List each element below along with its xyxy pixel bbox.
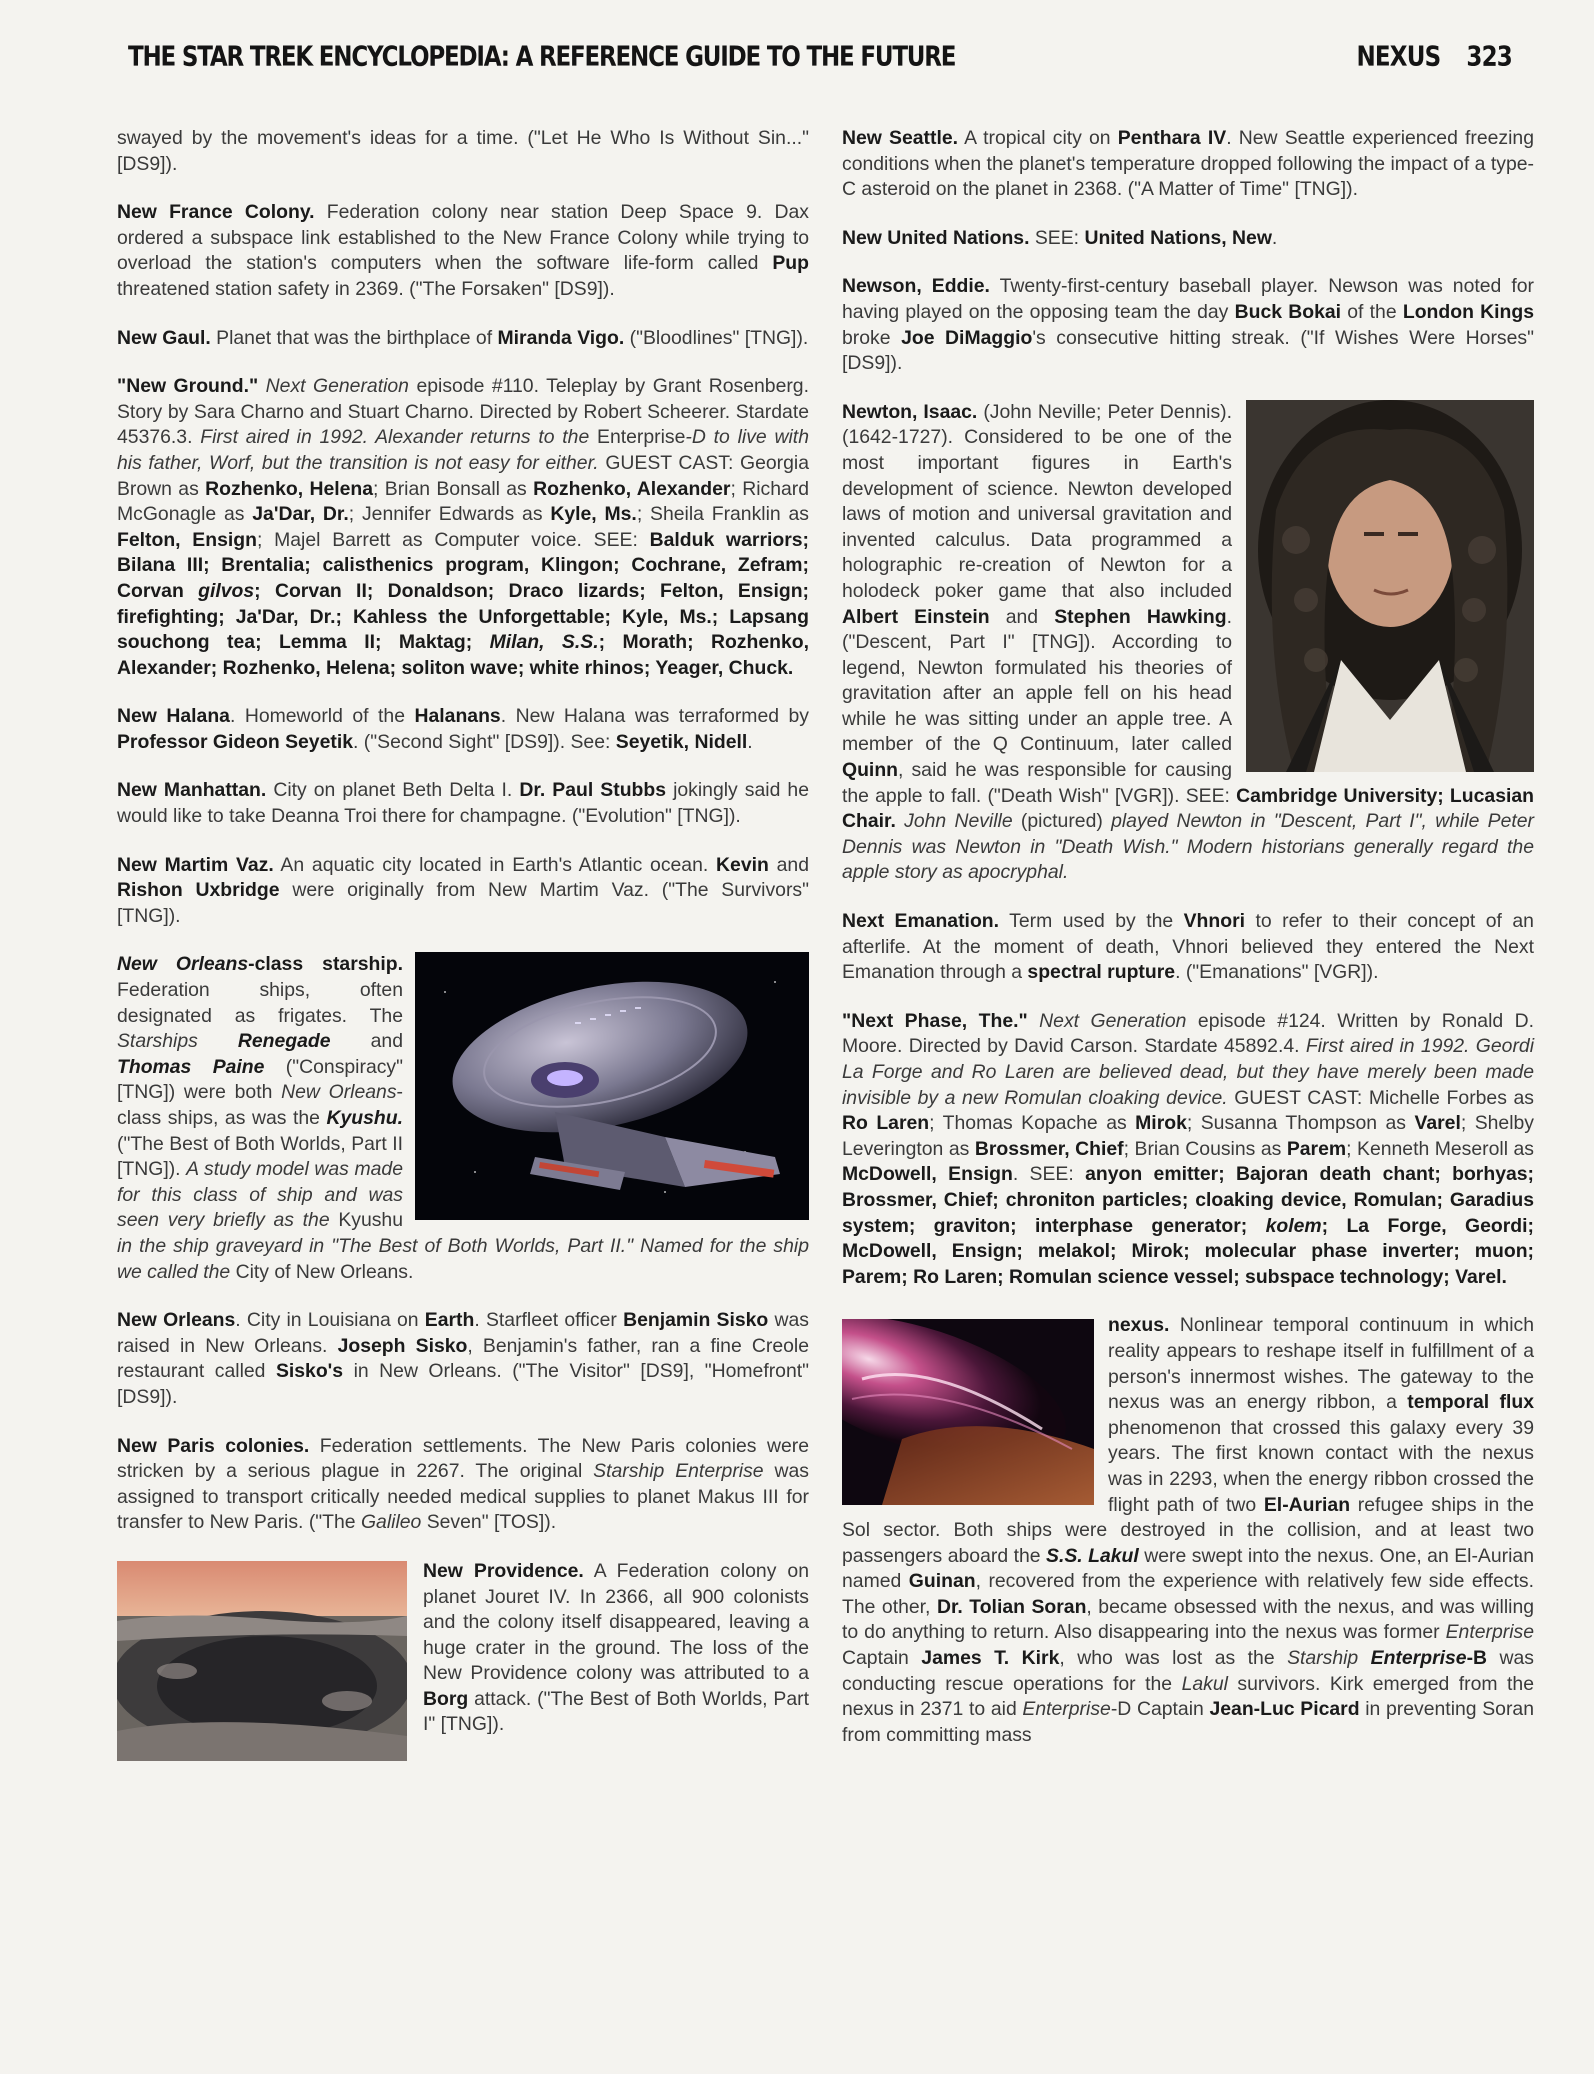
entry-text: ; Richard McGonagle as [117,477,810,526]
headword: New Halana [117,705,230,728]
entry-text: survivors. Kirk emerged from the nexus in 2371 to aid [842,1672,1534,1721]
cross-ref: Pup [772,252,809,275]
entry-text: , who was lost as the [1059,1647,1288,1670]
entry-text: broke [842,326,902,349]
entry-text: to refer to their concept of an afterlife. At the moment of death, Vhnori believed they entered the Next Emanation through a [842,910,1534,984]
headword: Newson, Eddie. [842,275,990,298]
right-column [842,126,1534,1771]
cross-ref: -B [1466,1647,1488,1670]
cross-ref: Quinn [842,759,899,782]
entry-text: . ("Descent, Part I" [TNG]). According to legend, Newton formulated his theories of gravitation after an apple fell on his head while he was sitting under an apple tree. A member of the Q Continuum, later called [842,605,1232,756]
synopsis: -D to live with his father, Worf, but the transition is not easy for either. [117,426,809,474]
crater-image [117,1561,407,1761]
cross-ref: Dr. Paul Stubbs [519,779,667,802]
entry-text: . ("Second Sight" [DS9]). See: [353,730,616,753]
entry-text: was raised in New Orleans. [117,1309,809,1357]
cross-ref: Mirok [1135,1112,1187,1135]
ship-name: Kyushu [338,1209,403,1232]
entry-text: . New Halana was terraformed by [500,705,809,728]
entry-new-halana [117,704,809,755]
headword: Newton, Isaac. [842,400,978,423]
headword: Next Emanation. [842,910,1000,933]
entry-new-orleans [117,1308,809,1410]
entry-text: Seven" [TOS]). [421,1511,557,1534]
headword: New Seattle. [842,127,958,149]
entry-text: (John Neville; Peter Dennis). (1642-1727). Considered to be one of the most important figures in Earth's development of science. Newton developed laws of motion and universal gravitation and invented calculus. Data programmed a holographic re-creation of Newton for a holodeck poker game that also included [842,400,1232,602]
entry-new-providence [117,1559,809,1738]
cross-ref: Ja'Dar, Dr. [252,503,349,526]
cross-ref: Jean-Luc Picard [1209,1698,1360,1721]
synopsis: First aired in 1992. Alexander returns to the [200,426,598,449]
cross-ref: Kyle, Ms. [550,503,637,526]
cross-ref: Miranda Vigo. [497,326,625,349]
entry-text: were originally from New Martim Vaz. ("The Survivors" [TNG]). [117,879,809,927]
cross-ref: temporal flux [1407,1391,1534,1414]
cross-ref: United Nations, New [1084,226,1272,249]
header-right [1330,42,1512,73]
headword: New France Colony. [117,201,315,224]
entry-newton-isaac [842,400,1534,886]
entry-text: . Starfleet officer [474,1309,624,1332]
cross-ref: Rozhenko, Alexander [533,477,731,500]
headword: New Orleans [117,1309,236,1332]
see-list: ; Morath; Rozhenko, Alexander; Rozhenko, Helena; soliton wave; white rhinos; Yeager, Chuck. [117,631,809,679]
entry-text: ; Jennifer Edwards as [348,503,551,526]
entry-text: A Federation colony on planet Jouret IV. In 2366, all 900 colonists and the colony itself disappeared, leaving a huge crater in the ground. The loss of the New Providence colony was attributed to a [423,1559,809,1685]
cross-ref: Seyetik, Nidell [615,730,748,753]
entry-new-united-nations [842,226,1534,252]
entry-text: . SEE: [1012,1163,1086,1186]
cross-ref: Albert Einstein [842,605,990,628]
entry-text: ("Bloodlines" [TNG]). [624,326,809,349]
note: played Newton in "Descent, Part I", while Peter Dennis was Newton in "Death Wish." Modern historians generally regard the apple story as apocryphal. [842,810,1534,884]
cross-ref: Stephen Hawking [1054,605,1227,628]
entry-text: , recovered from the experience with relatively few side effects. The other, [842,1570,1534,1618]
entry-text: . [747,730,753,753]
left-column [117,126,809,1765]
entry-text: . New Seattle experienced freezing conditions when the planet's temperature dropped following the impact of a type-C asteroid on the planet in 2368. ("A Matter of Time" [TNG]). [842,127,1534,201]
headword: "Next Phase, The." [842,1009,1028,1032]
cross-ref: S.S. Lakul [1046,1544,1139,1567]
entry-text: were swept into the nexus. One, an El-Aurian named [842,1544,1534,1593]
cross-ref: Vhnori [1183,910,1246,933]
entry-text: A tropical city on [958,127,1118,149]
episode-word: Galileo [360,1511,422,1534]
entry-text: ; Brian Cousins as [1123,1137,1287,1160]
entry-text: -D Captain [1110,1698,1210,1721]
entry-text: GUEST CAST: Michelle Forbes as [1227,1086,1534,1109]
entry-text: ; Shelby Leverington as [842,1112,1534,1160]
cross-ref: Kevin [716,853,769,876]
headword: New Martim Vaz. [117,853,274,876]
entry-text: phenomenon that crossed this galaxy every 39 years. The first known contact with the nexus was in 2293, when the energy ribbon crossed the flight path of two [1108,1416,1534,1516]
cross-ref: Ro Laren [842,1112,930,1135]
entry-new-martim-vaz [117,853,809,930]
cross-ref: Brossmer, Chief [974,1137,1124,1160]
entry-text: jokingly said he would like to take Deanna Troi there for champagne. ("Evolution" [TNG]). [117,779,809,828]
ship-name: Starship [1287,1647,1371,1670]
note: John Neville [895,810,1021,833]
cross-ref: Rishon Uxbridge [117,879,280,902]
entry-newson-eddie [842,274,1534,376]
entry-text: episode #124. Written by Ronald D. Moore. Directed by David Carson. Stardate 45892.4. [842,1009,1535,1058]
series-title: Next Generation [258,375,409,398]
synopsis: First aired in 1992. Geordi La Forge and Ro Laren are believed dead, but they have merely been made invisible by a new Romulan cloaking device. [842,1035,1534,1109]
see-list: Milan, S.S. [489,631,599,654]
entry-text: . Homeworld of the [229,705,415,728]
entry-text: Federation colony near station Deep Space 9. Dax ordered a subspace link established to the New France Colony while trying to overload the station's computers when the software life-form called [117,201,809,275]
continued-text: swayed by the movement's ideas for a time. ("Let He Who Is Without Sin..." [DS9]). [117,127,809,175]
headword: New Manhattan. [117,779,267,802]
see-list: gilvos [198,579,255,602]
cross-ref: London Kings [1402,300,1534,323]
entry-text: ; Brian Bonsall as [373,477,534,500]
entry-text: New Orleans [281,1081,397,1104]
see-list: Cambridge University; Lucasian Chair. [842,784,1534,833]
headword: New Gaul. [117,326,211,349]
entry-text: refugee ships in the Sol sector. Both ships were destroyed in the collision, and at least two passengers aboard the [842,1493,1534,1567]
headword: New Orleans [117,953,249,976]
book-title: THE STAR TREK ENCYCLOPEDIA: A REFERENCE GUIDE TO THE FUTURE [128,42,956,73]
entry-new-gaul [117,326,809,352]
entry-text: Federation ships, often designated as frigates. The [117,979,403,1027]
note: (pictured) [1020,810,1103,833]
entry-text: . [1271,226,1278,249]
entry-text: ; Kenneth Meseroll as [1346,1137,1534,1160]
entry-text: of the [1341,300,1403,323]
entry-text: Captain [842,1647,922,1670]
entry-new-manhattan [117,778,809,829]
ship-name: Lakul [1181,1672,1228,1695]
see-list: ; Corvan II; Donaldson; Draco lizards; Felton, Ensign; firefighting; Ja'Dar, Dr.; Kahless the Unforgettable; Kyle, Ms.; Lapsang souchong tea; Lemma II; Maktag; [117,579,809,654]
cross-ref: Borg [423,1687,469,1710]
ship-name: Enterprise [597,426,686,449]
cross-ref: Buck Bokai [1234,300,1342,323]
entry-text: , Benjamin's father, ran a fine Creole restaurant called [117,1334,810,1383]
entry-text: Federation settlements. The New Paris colonies were stricken by a serious plague in 2267. The original [117,1434,809,1483]
section-title: NEXUS [1356,42,1441,73]
entry-text: was assigned to transport critically needed medical supplies to planet Makus III for transfer to New Paris. ("The [117,1460,809,1534]
entry-text: threatened station safety in 2369. ("The Forsaken" [DS9]). [117,277,615,300]
entry-text: Twenty-first-century baseball player. Newson was noted for having played on the opposing team the day [842,275,1534,323]
see-list: kolem [1265,1214,1322,1237]
entry-text: GUEST CAST: Georgia Brown as [117,451,809,500]
entry-text: SEE: [1029,226,1085,249]
headword: New United Nations. [842,226,1030,249]
entry-text: City on planet Beth Delta I. [266,779,520,802]
entry-text: , became obsessed with the nexus, and was willing to do anything to return. Also disappearing into the nexus was former [842,1595,1535,1644]
entry-text: Term used by the [999,910,1184,933]
entry-text: was conducting rescue operations for the [842,1647,1534,1695]
cross-ref: Parem [1286,1137,1347,1160]
entry-new-ground [117,374,809,681]
cross-ref: Joe DiMaggio [901,326,1033,349]
crater-photo [117,1561,407,1761]
entry-text: ("Conspiracy" [TNG]) were both [117,1055,404,1104]
cross-ref: Rozhenko, Helena [205,477,374,500]
entry-text: ("The Best of Both Worlds, Part II [TNG]). [117,1132,403,1181]
starship-photo [415,952,809,1220]
ship-name: Enterprise [1022,1698,1111,1721]
entry-text: . ("Emanations" [VGR]). [1175,961,1379,984]
cross-ref: Sisko's [275,1360,344,1383]
cross-ref: James T. Kirk [921,1647,1060,1670]
entry-text: in New Orleans. ("The Visitor" [DS9], "Homefront" [DS9]). [117,1360,809,1408]
note: A study model was made for this class of ship and was seen very briefly as the [117,1158,403,1232]
entry-text: -class ships, as was the [117,1081,404,1129]
cross-ref: Kyushu. [326,1107,403,1129]
entry-text: ; Sheila Franklin as [636,503,809,526]
cross-ref: Varel [1414,1112,1461,1135]
cross-ref: Enterprise [1370,1647,1467,1670]
headword: New Providence. [423,1559,584,1582]
cross-ref: Penthara IV [1117,127,1227,149]
entry-continued [117,126,809,177]
see-list: Balduk warriors; Bilana III; Brentalia; calisthenics program, Klingon; Cochrane, Zefram; Corvan [117,528,810,602]
entry-text: ; Majel Barrett as Computer voice. SEE: [256,528,650,551]
cross-ref: McDowell, Ensign [842,1163,1013,1186]
entry-text: City of New Orleans. [235,1260,414,1283]
entry-text: and [768,853,809,876]
entry-text: ; Thomas Kopache as [929,1112,1136,1135]
entry-new-france-colony [117,200,809,302]
nexus-ribbon-image [842,1319,1094,1505]
entry-text: attack. ("The Best of Both Worlds, Part I" [TNG]). [423,1687,809,1736]
entry-text: Planet that was the birthplace of [210,326,498,349]
entry-new-orleans-class [117,952,809,1285]
starship-image [415,952,809,1220]
cross-ref: Guinan [908,1570,976,1593]
ship-name: Starship Enterprise [593,1460,764,1483]
cross-ref: Halanans [414,705,501,728]
entry-text: 's consecutive hitting streak. ("If Wishes Were Horses" [DS9]). [842,326,1534,375]
headword: New Paris colonies. [117,1434,310,1457]
newton-portrait-image [1246,400,1534,772]
cross-ref: spectral rupture [1027,961,1176,984]
cross-ref: Dr. Tolian Soran [936,1595,1087,1618]
entry-text: in preventing Soran from committing mass [842,1698,1534,1746]
see-list: ; La Forge, Geordi; McDowell, Ensign; melakol; Mirok; molecular phase inverter; muon; Parem; Ro Laren; Romulan science vessel; subspace technology; Varel. [842,1214,1534,1288]
nexus-photo [842,1319,1094,1505]
entry-text: Starships [117,1030,238,1053]
cross-ref: Joseph Sisko [337,1334,468,1357]
cross-ref: Earth [424,1309,475,1332]
headword: -class starship. [248,953,403,976]
entry-text: Nonlinear temporal continuum in which reality appears to reshape itself in fulfillment of a person's innermost wishes. The gateway to the nexus was an energy ribbon, a [1108,1314,1534,1414]
headword: "New Ground." [117,375,259,398]
cross-ref: Renegade [237,1030,331,1053]
entry-new-seattle [842,126,1534,203]
entry-text: episode #110. Teleplay by Grant Rosenberg. Story by Sara Charno and Stuart Charno. Directed by Robert Scheerer. Stardate 45376.3. [117,375,809,449]
entry-text: and [330,1030,403,1053]
cross-ref: Professor Gideon Seyetik [117,730,354,753]
entry-text: and [989,605,1055,628]
page-number: 323 [1466,42,1512,73]
newton-portrait [1246,400,1534,772]
entry-nexus [842,1313,1534,1748]
cross-ref: Benjamin Sisko [623,1309,769,1332]
entry-text: , said he was responsible for causing the apple to fall. ("Death Wish" [VGR]). SEE: [842,759,1237,807]
see-list: anyon emitter; Bajoran death chant; borhyas; Brossmer, Chief; chroniton particles; cloaking device, Romulan; Garadius system; graviton; interphase generator; [842,1163,1535,1237]
cross-ref: El-Aurian [1263,1493,1351,1516]
cross-ref: Felton, Ensign [117,528,257,551]
entry-text: . City in Louisiana on [235,1309,425,1332]
entry-text: An aquatic city located in Earth's Atlantic ocean. [273,853,717,876]
headword: nexus. [1108,1314,1170,1337]
ship-name: Enterprise [1445,1621,1534,1644]
series-title: Next Generation [1027,1009,1187,1032]
running-header [128,38,1512,78]
entry-new-paris-colonies [117,1434,809,1536]
entry-next-phase [842,1009,1534,1291]
cross-ref: Thomas Paine [117,1055,265,1078]
note: in the ship graveyard in "The Best of Both Worlds, Part II." Named for the ship we called the [117,1234,809,1283]
entry-next-emanation [842,909,1534,986]
entry-text: ; Susanna Thompson as [1186,1112,1415,1135]
